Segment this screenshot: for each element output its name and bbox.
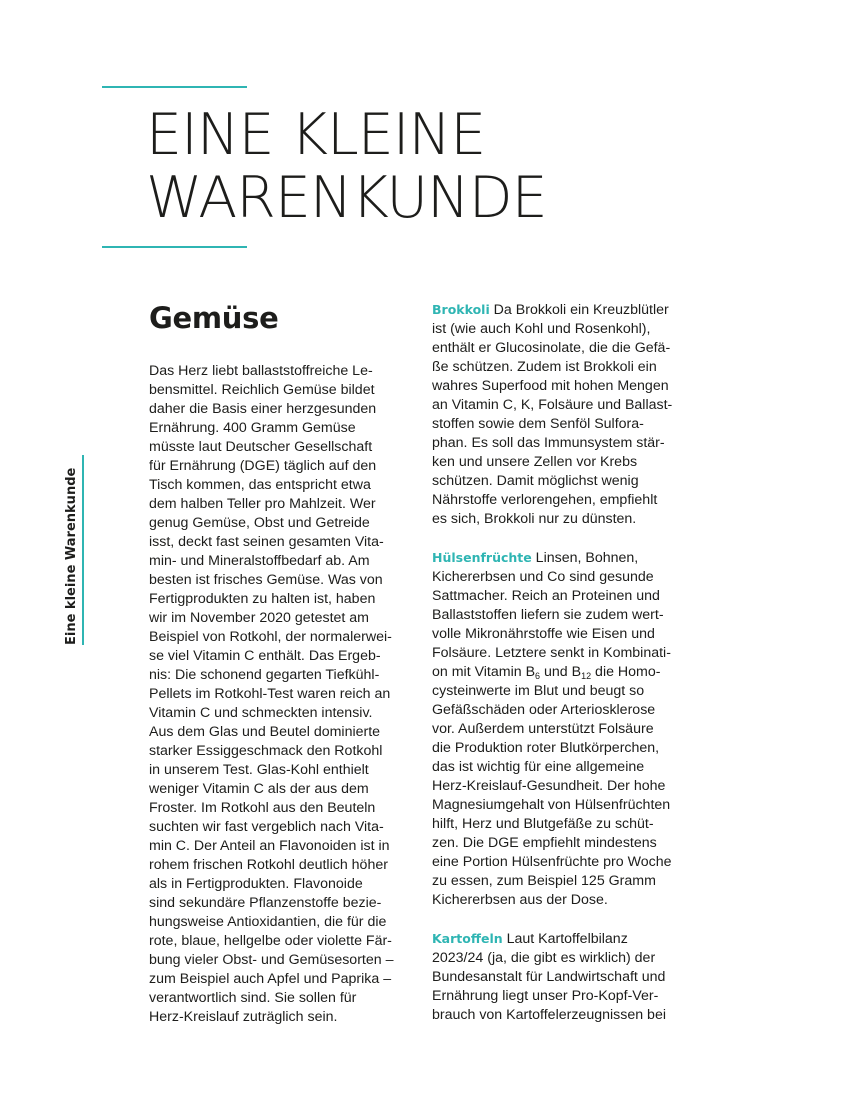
text-line: sind sekundäre Pflanzenstoffe bezie- bbox=[149, 895, 382, 911]
text-line: min- und Mineralstoffbedarf ab. Am bbox=[149, 553, 370, 569]
text-line: Fertigprodukten zu halten ist, haben bbox=[149, 591, 376, 607]
text-line: Herz-Kreislauf zuträglich sein. bbox=[149, 1009, 338, 1025]
text-line: enthält er Glucosinolate, die die Gefä- bbox=[432, 340, 671, 356]
text-line: müsste laut Deutscher Gesellschaft bbox=[149, 439, 373, 455]
side-accent-line bbox=[82, 455, 84, 645]
text-line: vor. Außerdem unterstützt Folsäure bbox=[432, 721, 654, 737]
vitamin-b-line bbox=[432, 663, 707, 682]
text-line: dem halben Teller pro Mahlzeit. Wer bbox=[149, 496, 376, 512]
text-line: Tisch kommen, das entspricht etwa bbox=[149, 477, 371, 493]
text-line: schützen. Damit möglichst wenig bbox=[432, 473, 639, 489]
text-line: bensmittel. Reichlich Gemüse bildet bbox=[149, 382, 375, 398]
text-line: stoffen sowie dem Senföl Sulfora- bbox=[432, 416, 644, 432]
text-line: besten ist frisches Gemüse. Was von bbox=[149, 572, 383, 588]
brokkoli-paragraph bbox=[432, 300, 707, 529]
text-line: zen. Die DGE empfiehlt mindestens bbox=[432, 835, 657, 851]
kartoffeln-first-line bbox=[432, 929, 707, 949]
text-line: es sich, Brokkoli nur zu dünsten. bbox=[432, 511, 637, 527]
text-line: das ist wichtig für eine allgemeine bbox=[432, 759, 645, 775]
subscript-12: 12 bbox=[581, 671, 592, 681]
gemuese-paragraph bbox=[149, 362, 421, 1027]
text-line: verantwortlich sind. Sie sollen für bbox=[149, 990, 357, 1006]
text-line: eine Portion Hülsenfrüchte pro Woche bbox=[432, 854, 672, 870]
text-line: Das Herz liebt ballaststoffreiche Le- bbox=[149, 363, 373, 379]
text-line: Nährstoffe verlorengehen, empfiehlt bbox=[432, 492, 658, 508]
text-line: Magnesiumgehalt von Hülsenfrüchten bbox=[432, 797, 671, 813]
text-line: Pellets im Rotkohl-Test waren reich an bbox=[149, 686, 391, 702]
brokkoli-first-line bbox=[432, 300, 707, 320]
text-line: Froster. Im Rotkohl aus den Beuteln bbox=[149, 800, 376, 816]
brokkoli-first-line-text: Da Brokkoli ein Kreuzblütler bbox=[489, 302, 669, 318]
vitamin-b-text-3: die Homo- bbox=[591, 664, 661, 680]
text-line: daher die Basis einer herzgesunden bbox=[149, 401, 377, 417]
text-line: Vitamin C und schmeckten intensiv. bbox=[149, 705, 373, 721]
text-line: die Produktion roter Blutkörperchen, bbox=[432, 740, 660, 756]
text-line: Gefäßschäden oder Arteriosklerose bbox=[432, 702, 656, 718]
text-line: Beispiel von Rotkohl, der normalerwei- bbox=[149, 629, 392, 645]
huelsenfruechte-first-line bbox=[432, 548, 707, 568]
side-section-label bbox=[62, 455, 86, 645]
page-title-line-1: EINE KLEINE bbox=[146, 102, 486, 168]
text-line: ist (wie auch Kohl und Rosenkohl), bbox=[432, 321, 651, 337]
huelsenfruechte-paragraph bbox=[432, 548, 707, 910]
text-line: bung vieler Obst- und Gemüsesorten – bbox=[149, 952, 394, 968]
left-column bbox=[149, 296, 421, 1046]
text-line: nis: Die schonend gegarten Tiefkühl- bbox=[149, 667, 380, 683]
text-line: rohem frischen Rotkohl deutlich höher bbox=[149, 857, 388, 873]
kartoffeln-lead: Kartoffeln bbox=[432, 931, 503, 946]
text-line: Bundesanstalt für Landwirtschaft und bbox=[432, 969, 666, 985]
text-line: für Ernährung (DGE) täglich auf den bbox=[149, 458, 377, 474]
kartoffeln-first-line-text: Laut Kartoffelbilanz bbox=[502, 931, 628, 947]
text-line: Ernährung liegt unser Pro-Kopf-Ver- bbox=[432, 988, 659, 1004]
section-heading-gemuese: Gemüse bbox=[149, 301, 279, 335]
text-line: rote, blaue, hellgelbe oder violette Fär- bbox=[149, 933, 392, 949]
text-line: zum Beispiel auch Apfel und Paprika – bbox=[149, 971, 392, 987]
text-line: phan. Es soll das Immunsystem stär- bbox=[432, 435, 665, 451]
vitamin-b-text-1: on mit Vitamin B bbox=[432, 664, 536, 680]
text-line: in unserem Test. Glas-Kohl enthielt bbox=[149, 762, 369, 778]
text-line: isst, deckt fast seinen gesamten Vita- bbox=[149, 534, 384, 550]
text-line: weniger Vitamin C als der aus dem bbox=[149, 781, 369, 797]
text-line: an Vitamin C, K, Folsäure und Ballast- bbox=[432, 397, 673, 413]
text-line: zu essen, zum Beispiel 125 Gramm bbox=[432, 873, 656, 889]
text-line: genug Gemüse, Obst und Getreide bbox=[149, 515, 370, 531]
subscript-6: 6 bbox=[535, 671, 541, 681]
text-line: volle Mikronährstoffe wie Eisen und bbox=[432, 626, 655, 642]
text-line: als in Fertigprodukten. Flavonoide bbox=[149, 876, 363, 892]
text-line: starker Essiggeschmack den Rotkohl bbox=[149, 743, 383, 759]
huelsenfruechte-first-line-text: Linsen, Bohnen, bbox=[531, 550, 639, 566]
text-line: ße schützen. Zudem ist Brokkoli ein bbox=[432, 359, 657, 375]
title-bottom-rule bbox=[102, 246, 247, 248]
text-line: Folsäure. Letztere senkt in Kombinati- bbox=[432, 645, 671, 661]
vitamin-b-text-2: und B bbox=[540, 664, 582, 680]
text-line: cysteinwerte im Blut und beugt so bbox=[432, 683, 645, 699]
text-line: Herz-Kreislauf-Gesundheit. Der hohe bbox=[432, 778, 666, 794]
brokkoli-lead: Brokkoli bbox=[432, 302, 490, 317]
page-title-line-2: WARENKUNDE bbox=[146, 165, 547, 231]
text-line: hungsweise Antioxidantien, die für die bbox=[149, 914, 387, 930]
page-title bbox=[146, 104, 547, 230]
text-line: Aus dem Glas und Beutel dominierte bbox=[149, 724, 381, 740]
text-line: Kichererbsen und Co sind gesunde bbox=[432, 569, 654, 585]
text-line: wir im November 2020 getestet am bbox=[149, 610, 369, 626]
text-line: Ballaststoffen liefern sie zudem wert- bbox=[432, 607, 664, 623]
text-line: brauch von Kartoffelerzeugnissen bei bbox=[432, 1007, 666, 1023]
text-line: wahres Superfood mit hohen Mengen bbox=[432, 378, 669, 394]
text-line: Kichererbsen aus der Dose. bbox=[432, 892, 608, 908]
kartoffeln-paragraph bbox=[432, 929, 707, 1025]
text-line: min C. Der Anteil an Flavonoiden ist in bbox=[149, 838, 390, 854]
side-label-text: Eine kleine Warenkunde bbox=[64, 467, 79, 645]
text-line: suchten wir fast vergeblich nach Vita- bbox=[149, 819, 384, 835]
text-line: Sattmacher. Reich an Proteinen und bbox=[432, 588, 660, 604]
text-line: se viel Vitamin C enthält. Das Ergeb- bbox=[149, 648, 381, 664]
text-line: 2023/24 (ja, die gibt es wirklich) der bbox=[432, 950, 656, 966]
right-column bbox=[432, 300, 707, 1044]
title-top-rule bbox=[102, 86, 247, 88]
huelsenfruechte-lead: Hülsenfrüchte bbox=[432, 550, 532, 565]
text-line: ken und unsere Zellen vor Krebs bbox=[432, 454, 638, 470]
text-line: Ernährung. 400 Gramm Gemüse bbox=[149, 420, 356, 436]
text-line: hilft, Herz und Blutgefäße zu schüt- bbox=[432, 816, 654, 832]
